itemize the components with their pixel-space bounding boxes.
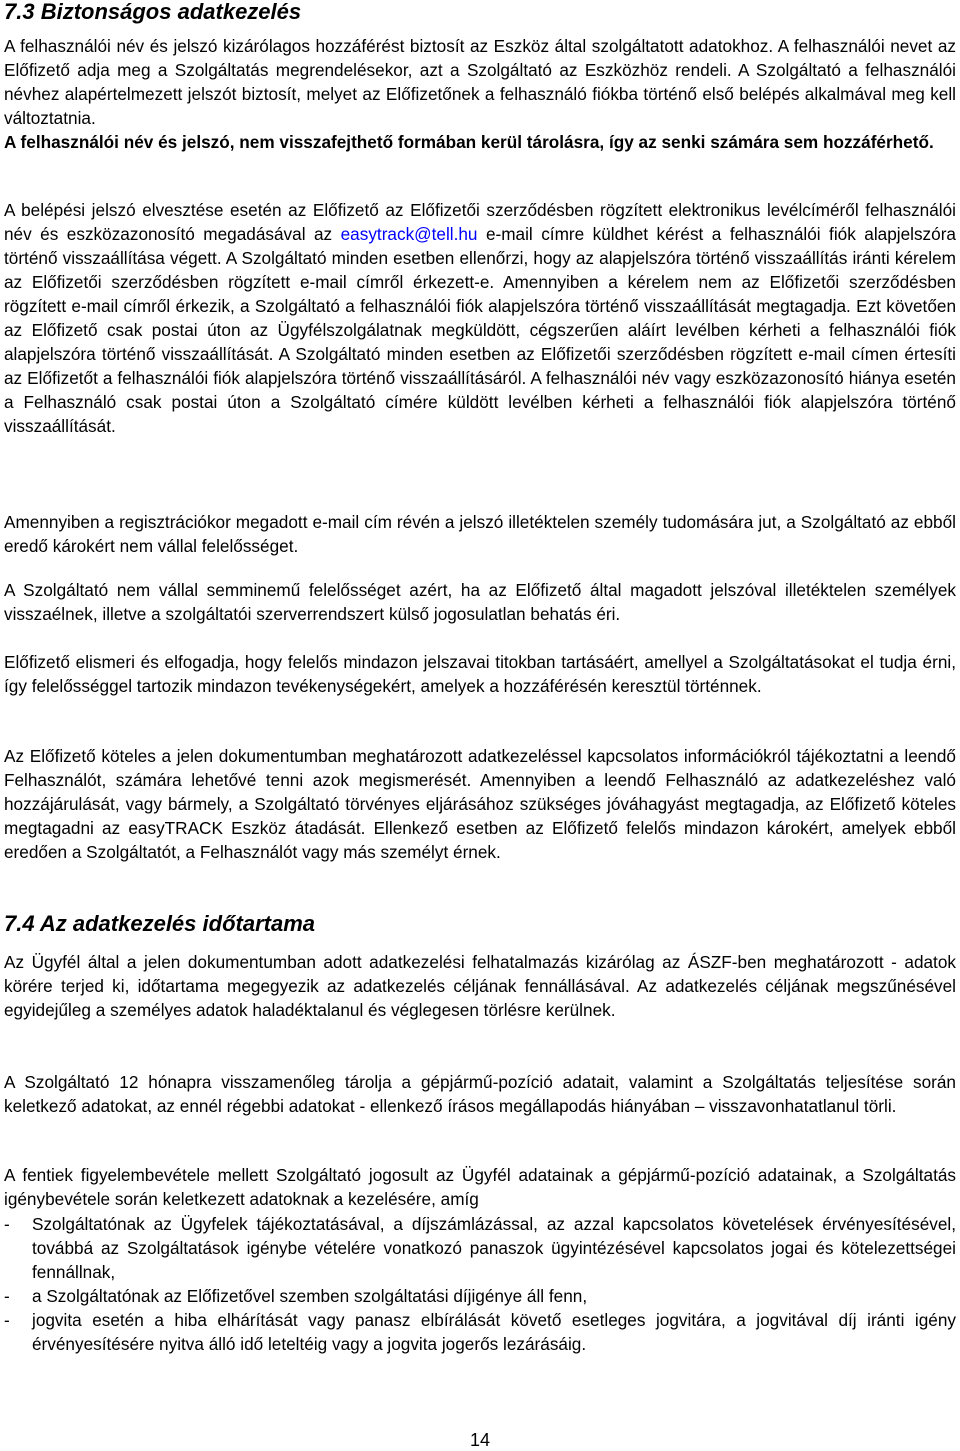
- list-marker: -: [4, 1286, 10, 1306]
- paragraph-subscriber-obligations: Az Előfizető köteles a jelen dokumentumban meghatározott adatkezeléssel kapcsolatos információkról tájékoztatni a leendő Felhasználót, számára lehetővé tenni azok megismerését. Amennyiben a leendő Felhasználó az adatkezeléshez való hozzájárulását, vagy bármely, a Szolgáltató törvényes eljárásához szükséges jóváhagyást megtagadja, az Előfizető köteles megtagadni az easyTRACK Eszköz átadását. Ellenkező esetben az Előfizető felelős mindazon károkért, amelyek ebből eredően a Szolgáltatót, a Felhasználót vagy más személyt érnek.: [4, 746, 956, 862]
- paragraph-retention-scope: Az Ügyfél által a jelen dokumentumban adott adatkezelési felhatalmazás kizárólag az ÁSZF-ben meghatározott - adatok körére terjed ki, időtartama megegyezik az adatkezelés céljának fennállásával. Az adatkezelés céljának megszűnésével egyidejűleg a személyes adatok haladéktalanul és véglegesen törlésre kerülnek.: [4, 952, 956, 1020]
- list-item-text: jogvita esetén a hiba elhárítását vagy panasz elbírálását követő esetleges jogvitára, a jogvitával díj iránti igény érvényesítésére nyitva álló idő leteltéig vagy a jogvita jogerős lezárásáig.: [32, 1310, 956, 1354]
- list-marker: -: [4, 1310, 10, 1330]
- conditions-list: [4, 1212, 956, 1356]
- paragraph-password-reset: [4, 198, 956, 438]
- page-number: 14: [469, 1430, 491, 1450]
- list-item-text: a Szolgáltatónak az Előfizetővel szemben szolgáltatási díjigénye áll fenn,: [32, 1286, 588, 1306]
- section-heading-7-4: 7.4 Az adatkezelés időtartama: [4, 911, 315, 936]
- list-item: [4, 1284, 956, 1308]
- list-item: [4, 1308, 956, 1356]
- paragraph-retention-period: A Szolgáltató 12 hónapra visszamenőleg tárolja a gépjármű-pozíció adatait, valamint a Szolgáltatás teljesítése során keletkező adatokat, az ennél régebbi adatokat - ellenkező írásos megállapodás hiányában – visszavonhatatlanul törli.: [4, 1072, 956, 1116]
- list-marker: -: [4, 1214, 10, 1234]
- section-heading-7-3: 7.3 Biztonságos adatkezelés: [4, 0, 302, 24]
- list-item-text: Szolgáltatónak az Ügyfelek tájékoztatásával, a díjszámlázással, az azzal kapcsolatos követelések érvényesítésével, továbbá az Szolgáltatások igénybe vételére vonatkozó panaszok ügyintézésével kapcsolatos jogai és kötelezettségei fennállnak,: [32, 1214, 956, 1282]
- paragraph-user-credentials: A felhasználói név és jelszó kizárólagos hozzáférést biztosít az Eszköz által szolgáltatott adatokhoz. A felhasználói nevet az Előfizető adja meg a Szolgáltatás megrendelésekor, azt a Szolgáltató az Eszközhöz rendeli. A Szolgáltató a felhasználói névhez alapértelmezett jelszót biztosít, melyet az Előfizetőnek a felhasználó fiókba történő első belépés alkalmával meg kell változtatnia.: [4, 36, 956, 128]
- paragraph-password-storage: A felhasználói név és jelszó, nem visszafejthető formában kerül tárolásra, így az senki számára sem hozzáférhető.: [4, 132, 934, 152]
- paragraph-subscriber-responsibility: Előfizető elismeri és elfogadja, hogy felelős mindazon jelszavai titokban tartásáért, amellyel a Szolgáltatásokat el tudja érni, így felelősséggel tartozik mindazon tevékenységekért, amelyek a hozzáférésén keresztül történnek.: [4, 652, 956, 696]
- email-link[interactable]: easytrack@tell.hu: [340, 224, 478, 244]
- list-item: [4, 1212, 956, 1284]
- paragraph-processing-conditions: A fentiek figyelembevétele mellett Szolgáltató jogosult az Ügyfél adatainak a gépjármű-pozíció adatainak, a Szolgáltatás igénybevétele során keletkezett adatoknak a kezelésére, amíg: [4, 1165, 956, 1209]
- paragraph-password-reset-text-b: e-mail címre küldhet kérést a felhasználói fiók alapjelszóra történő visszaállítása végett. A Szolgáltató minden esetben ellenőrzi, hogy az alapjelszóra történő visszaállítás iránti kérelem az Előfizetői szerződésben rögzített e-mail címről érkezett-e. Amennyiben a kérelem nem az Előfizetői szerződésben rögzített e-mail címről érkezik, a Szolgáltató a felhasználói fiók alapjelszóra történő visszaállítását megtagadja. Ezt követően az Előfizető csak postai úton az Ügyfélszolgálatnak megküldött, cégszerűen aláírt levélben kérheti a felhasználói fiók alapjelszóra történő visszaállítását. A Szolgáltató minden esetben az Előfizetői szerződésben rögzített e-mail címen értesíti az Előfizetőt a felhasználói fiók alapjelszóra történő visszaállításáról. A felhasználói név vagy eszközazonosító hiánya esetén a Felhasználó csak postai úton a Szolgáltató címére küldött levélben kérheti a felhasználói fiók alapjelszóra történő visszaállítását.: [4, 224, 956, 436]
- paragraph-provider-liability: A Szolgáltató nem vállal semminemű felelősséget azért, ha az Előfizető által magadott jelszóval illetéktelen személyek visszaélnek, illetve a szolgáltatói szerverrendszert külső jogosulatlan behatás éri.: [4, 580, 956, 624]
- paragraph-password-reset-text-a: A belépési jelszó elvesztése esetén az Előfizető az Előfizetői szerződésben rögzített elektronikus levélcíméről felhasználói név és eszközazonosító megadásával az: [4, 200, 956, 244]
- paragraph-email-liability: Amennyiben a regisztrációkor megadott e-mail cím révén a jelszó illetéktelen személy tudomására jut, a Szolgáltató az ebből eredő károkért nem vállal felelősséget.: [4, 512, 956, 556]
